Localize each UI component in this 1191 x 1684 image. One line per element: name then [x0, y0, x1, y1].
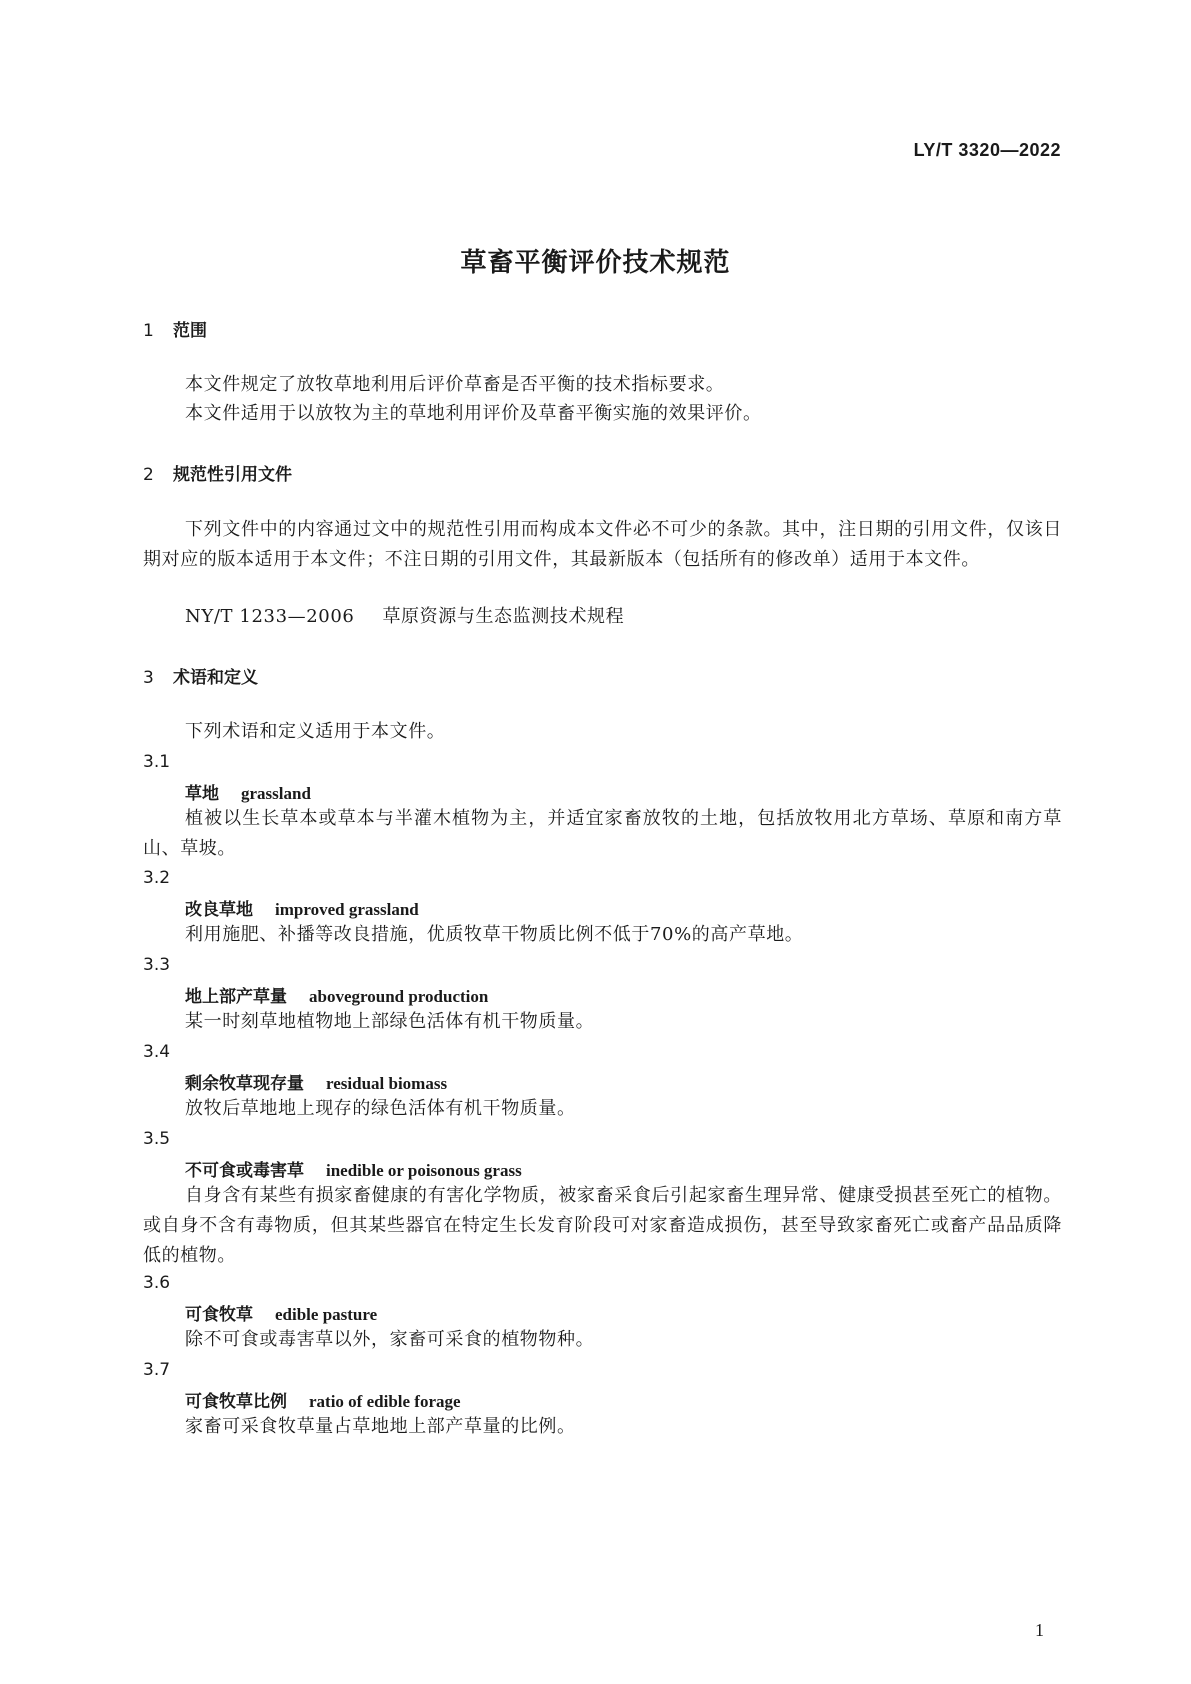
term-en: inedible or poisonous grass	[326, 1161, 522, 1180]
section-title: 范围	[173, 321, 207, 341]
term-zh: 不可食或毒害草	[185, 1161, 304, 1181]
term-title	[185, 982, 488, 1007]
paragraph: 本文件适用于以放牧为主的草地利用评价及草畜平衡实施的效果评价。	[185, 403, 762, 424]
term-number: 3.7	[143, 1360, 171, 1380]
normative-reference	[185, 602, 624, 632]
term-title	[185, 895, 419, 920]
term-en: improved grassland	[275, 900, 419, 919]
term-en: aboveground production	[309, 987, 489, 1006]
term-zh: 可食牧草比例	[185, 1392, 287, 1412]
reference-code: NY/T 1233—2006	[185, 606, 355, 627]
term-en: residual biomass	[326, 1074, 448, 1093]
term-en: ratio of edible forage	[309, 1392, 461, 1411]
term-number: 3.4	[143, 1042, 171, 1062]
section-number: 1	[143, 321, 154, 341]
term-number: 3.2	[143, 868, 171, 888]
paragraph: 下列文件中的内容通过文中的规范性引用而构成本文件必不可少的条款。其中，注日期的引用文件，仅该日期对应的版本适用于本文件；不注日期的引用文件，其最新版本（包括所有的修改单）适用于本文件。	[143, 519, 1062, 570]
term-number: 3.5	[143, 1129, 171, 1149]
section-heading	[143, 663, 258, 688]
term-zh: 草地	[185, 784, 219, 804]
reference-title: 草原资源与生态监测技术规程	[382, 606, 625, 627]
term-definition: 某一时刻草地植物地上部绿色活体有机干物质量。	[185, 1011, 595, 1032]
term-number: 3.3	[143, 955, 171, 975]
term-en: edible pasture	[275, 1305, 378, 1324]
section-heading	[143, 460, 292, 485]
page-number: 1	[1035, 1620, 1044, 1640]
term-zh: 地上部产草量	[185, 987, 287, 1007]
term-title	[185, 779, 311, 804]
term-number: 3.6	[143, 1273, 171, 1293]
section-title: 术语和定义	[173, 668, 258, 688]
section-number: 3	[143, 668, 154, 688]
term-title	[185, 1387, 461, 1412]
term-definition: 放牧后草地地上现存的绿色活体有机干物质量。	[185, 1098, 576, 1119]
term-zh: 剩余牧草现存量	[185, 1074, 304, 1094]
term-definition: 家畜可采食牧草量占草地地上部产草量的比例。	[185, 1416, 576, 1437]
section-heading	[143, 316, 207, 341]
term-en: grassland	[241, 784, 311, 803]
paragraph: 本文件规定了放牧草地利用后评价草畜是否平衡的技术指标要求。	[185, 374, 725, 395]
term-definition: 植被以生长草本或草本与半灌木植物为主，并适宜家畜放牧的土地，包括放牧用北方草场、草原和南方草山、草坡。	[143, 808, 1062, 859]
document-title: 草畜平衡评价技术规范	[460, 248, 731, 278]
term-title	[185, 1156, 522, 1181]
term-number: 3.1	[143, 752, 171, 772]
term-zh: 可食牧草	[185, 1305, 253, 1325]
paragraph: 下列术语和定义适用于本文件。	[185, 721, 446, 742]
term-title	[185, 1300, 377, 1325]
section-title: 规范性引用文件	[173, 465, 292, 485]
term-title	[185, 1069, 447, 1094]
term-zh: 改良草地	[185, 900, 253, 920]
term-definition: 除不可食或毒害草以外，家畜可采食的植物物种。	[185, 1329, 595, 1350]
standard-code: LY/T 3320—2022	[913, 140, 1061, 160]
section-number: 2	[143, 465, 154, 485]
term-definition: 利用施肥、补播等改良措施，优质牧草干物质比例不低于70%的高产草地。	[185, 924, 804, 945]
term-definition: 自身含有某些有损家畜健康的有害化学物质，被家畜采食后引起家畜生理异常、健康受损甚至死亡的植物。或自身不含有毒物质，但其某些器官在特定生长发育阶段可对家畜造成损伤，甚至导致家畜死亡或畜产品品质降低的植物。	[143, 1185, 1062, 1266]
